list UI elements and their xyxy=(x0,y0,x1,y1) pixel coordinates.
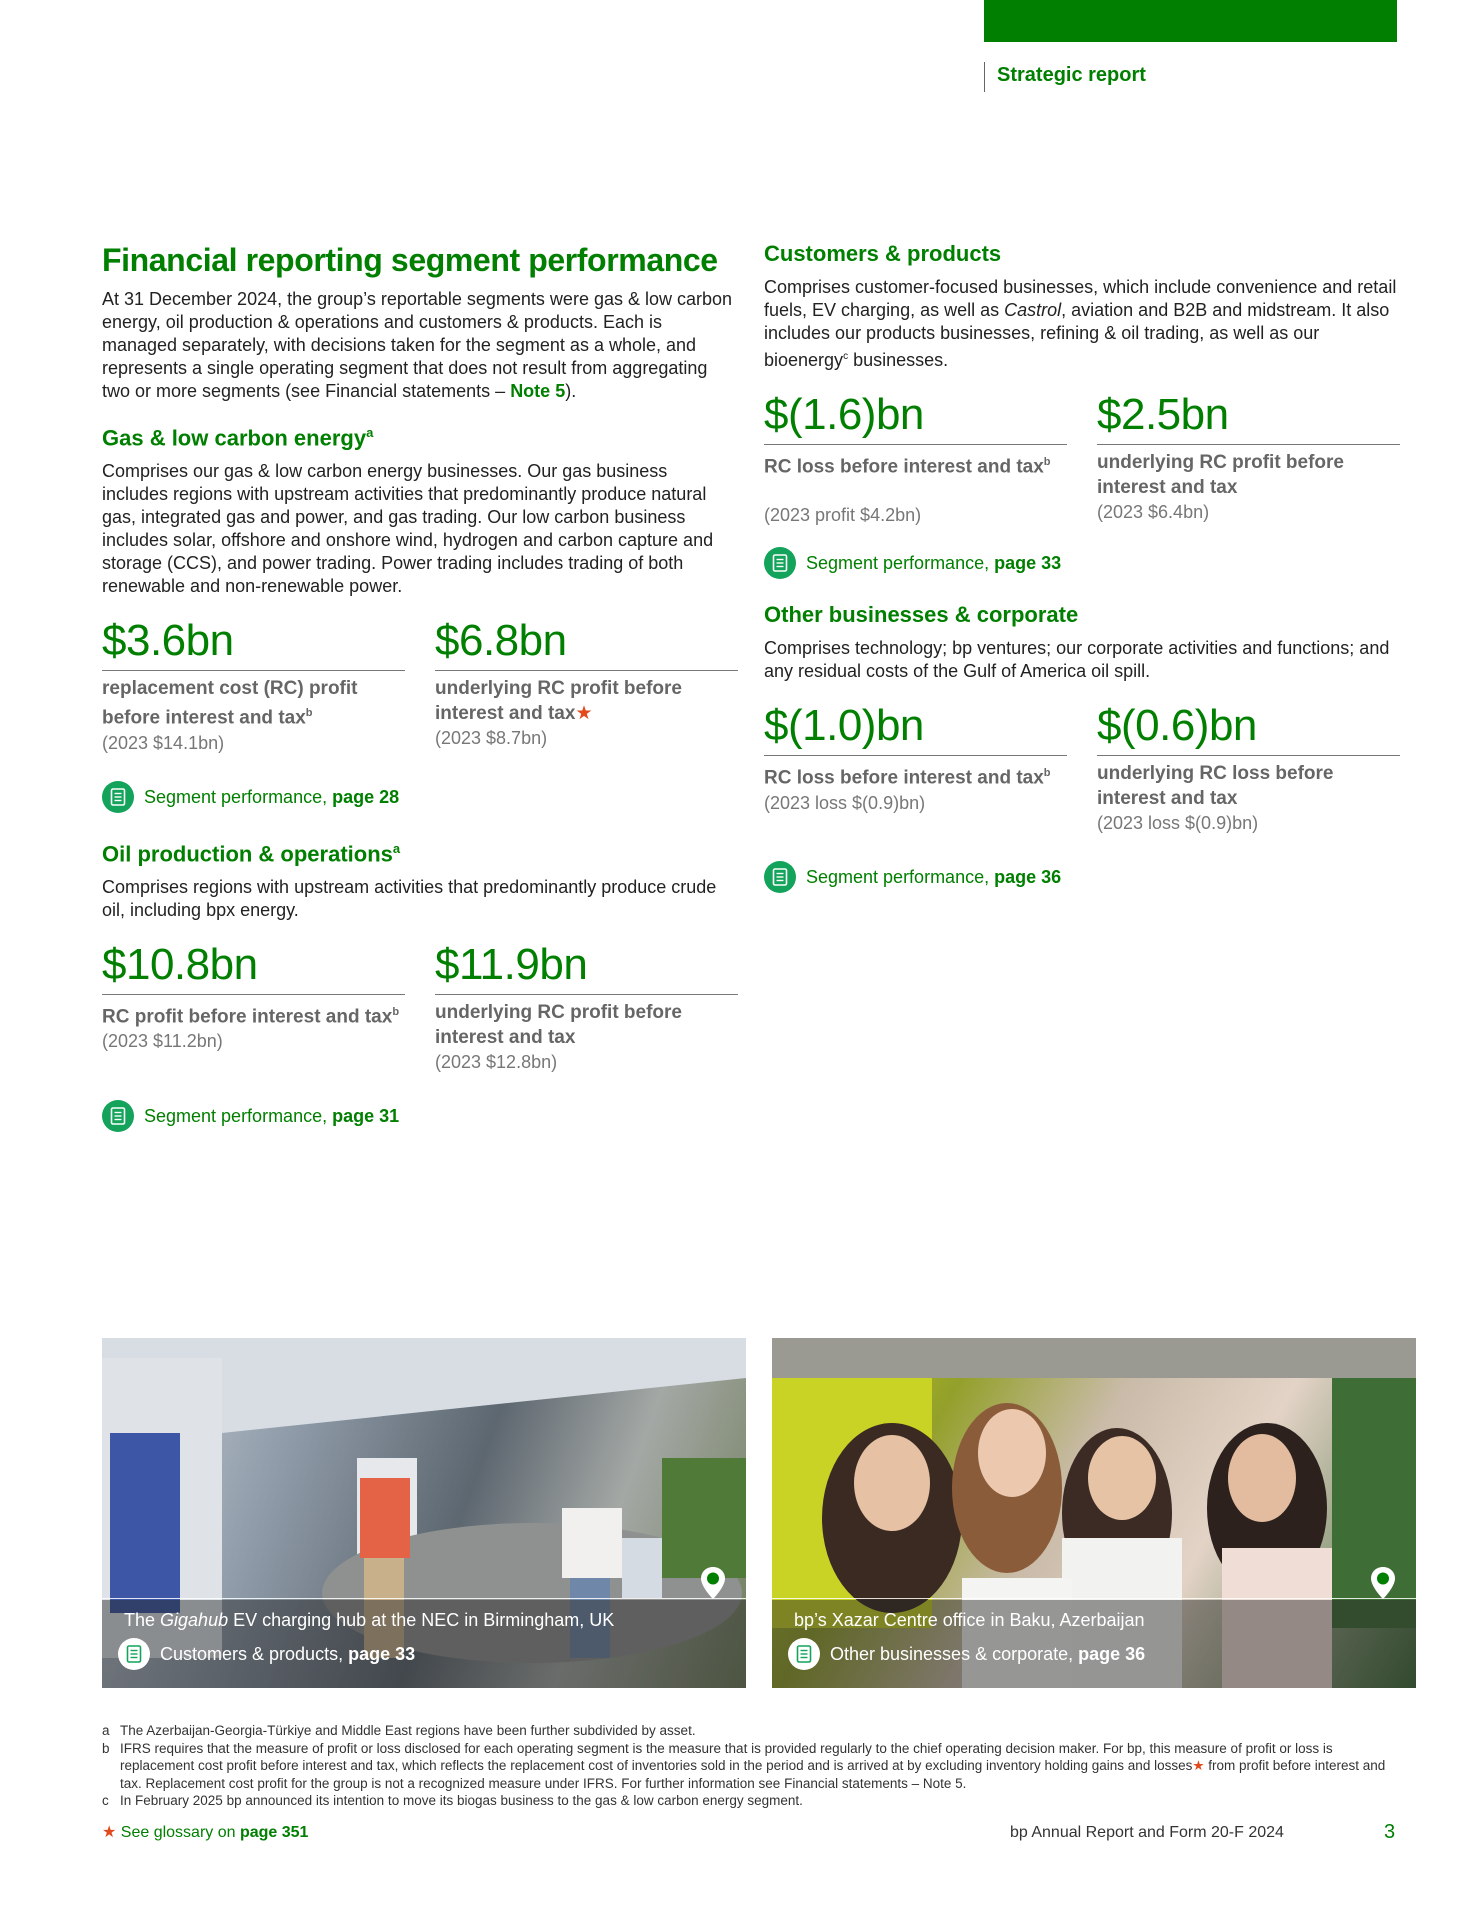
xref-text: Segment performance, xyxy=(144,1105,328,1126)
oil-heading-sup: a xyxy=(392,840,401,856)
gas-heading-sup: a xyxy=(366,425,374,440)
oil-stats xyxy=(102,938,738,1074)
gas-stats xyxy=(102,614,738,754)
page-number: 3 xyxy=(1384,1821,1396,1843)
xazar-centre-office-photo xyxy=(772,1338,1416,1688)
other-stat-rc-loss xyxy=(764,699,1067,835)
stat-label-sup: b xyxy=(305,707,313,720)
stat-label: underlying RC profit before interest and tax xyxy=(435,1001,682,1048)
oil-segment-performance-link[interactable] xyxy=(102,1100,738,1132)
footnote-a xyxy=(102,1722,1392,1740)
footnote-text-main: IFRS requires that the measure of profit or loss disclosed for each operating segment is the measure that is provided regularly to the chief operating decision maker. For bp, this measure of profit or loss is replacement cost profit before interest and tax, which reflects the replacement cost of inventories sold in the period and is arrived at by excluding inventory holding gains and losses xyxy=(120,1740,1333,1773)
xref-text: Segment performance, xyxy=(144,786,328,807)
stat-prior-year: (2023 loss $(0.9)bn) xyxy=(1097,813,1259,834)
stat-prior-year: (2023 loss $(0.9)bn) xyxy=(764,792,926,813)
stat-value: $(1.6)bn xyxy=(764,388,1067,445)
customers-segment-performance-link[interactable] xyxy=(764,547,1400,579)
glossary-star-icon: ★ xyxy=(102,1824,117,1841)
stat-label-text: replacement cost (RC) profit before interest and tax xyxy=(102,678,358,729)
oil-heading xyxy=(102,835,738,868)
oil-description: Comprises regions with upstream activities that predominantly produce crude oil, including bpx energy. xyxy=(102,876,717,920)
customers-stats xyxy=(764,388,1400,527)
stat-label-text: RC loss before interest and tax xyxy=(764,767,1044,789)
ev-charging-hub-photo xyxy=(102,1338,746,1688)
stat-value: $10.8bn xyxy=(102,938,405,995)
caption-divider xyxy=(102,1598,746,1599)
glossary-star-icon[interactable]: ★ xyxy=(575,703,593,725)
footnote-text xyxy=(120,1740,1392,1793)
stat-label-text: RC profit before interest and tax xyxy=(102,1006,393,1028)
stat-prior-year: (2023 $11.2bn) xyxy=(102,1031,223,1052)
intro-text: At 31 December 2024, the group’s reportable segments were gas & low carbon energy, oil production & operations and customers & products. Each is managed separately, with decisions taken for the segment as a whole, and represents a single operating segment that does not result from aggregating two or more segments (see Financial statements – xyxy=(102,289,733,401)
gas-description: Comprises our gas & low carbon energy businesses. Our gas business includes regions with upstream activities that predominantly produce natural gas, integrated gas and power, and gas trading. Our low carbon business includes solar, offshore and onshore wind, hydrogen and carbon capture and storage (CCS), and power trading. Power trading includes trading of both renewable and non-renewable power. xyxy=(102,461,714,597)
document-icon xyxy=(764,861,796,893)
note-5-link[interactable]: Note 5 xyxy=(510,381,566,401)
stat-value: $11.9bn xyxy=(435,938,738,995)
gas-stat-underlying-profit xyxy=(435,614,738,754)
xref-text: Segment performance, xyxy=(806,553,990,574)
gas-segment-performance-link[interactable] xyxy=(102,781,738,813)
other-stats xyxy=(764,699,1400,835)
document-icon xyxy=(102,1100,134,1132)
left-column xyxy=(102,240,738,1132)
xref-page[interactable]: page 33 xyxy=(348,1644,416,1664)
footnote-text-after: from profit before interest and tax. Replacement cost profit for the group is not a recognized measure under IFRS. For further information see Financial statements – Note 5. xyxy=(120,1758,1386,1791)
glossary-page[interactable]: page 351 xyxy=(239,1824,309,1841)
footnote-c xyxy=(102,1792,1392,1810)
stat-label: underlying RC profit before interest and tax xyxy=(1097,452,1344,498)
customers-text-1: Comprises customer-focused businesses, which include convenience and retail fuels, EV charging, as well as xyxy=(764,277,1397,320)
stat-label xyxy=(764,450,1067,479)
caption-divider xyxy=(772,1598,1416,1599)
stat-prior-year: (2023 $8.7bn) xyxy=(435,728,548,749)
customers-heading: Customers & products xyxy=(764,241,1002,266)
customers-text-sup: c xyxy=(843,351,849,362)
location-pin-icon xyxy=(1370,1566,1396,1600)
stat-prior-year: (2023 $12.8bn) xyxy=(435,1051,558,1072)
xref-text: Customers & products, xyxy=(160,1644,344,1664)
header-accent-bar xyxy=(984,0,1397,42)
stat-prior-year: (2023 $6.4bn) xyxy=(1097,502,1210,522)
customers-text-3: businesses. xyxy=(848,350,949,370)
stat-label-sup: b xyxy=(1043,456,1051,468)
footnotes xyxy=(102,1722,1392,1810)
gas-heading xyxy=(102,419,738,452)
other-description: Comprises technology; bp ventures; our corporate activities and functions; and any residual costs of the Gulf of America oil spill. xyxy=(764,638,1390,682)
document-icon xyxy=(788,1638,820,1670)
stat-label xyxy=(102,1000,405,1029)
stat-value: $(1.0)bn xyxy=(764,699,1067,756)
other-segment-performance-link[interactable] xyxy=(764,861,1400,893)
gas-heading-text: Gas & low carbon energy xyxy=(102,425,367,451)
caption-post: EV charging hub at the NEC in Birmingham, UK xyxy=(228,1610,615,1630)
caption-italic: Gigahub xyxy=(160,1610,229,1630)
oil-heading-text: Oil production & operations xyxy=(102,840,393,866)
stat-value: $6.8bn xyxy=(435,614,738,671)
castrol-brand: Castrol xyxy=(1004,300,1062,320)
glossary-link[interactable] xyxy=(102,1822,308,1844)
glossary-star-icon[interactable]: ★ xyxy=(1192,1758,1205,1773)
stat-label-text: underlying RC profit before interest and tax xyxy=(435,678,682,725)
xref-text: Other businesses & corporate, xyxy=(830,1644,1074,1664)
customers-description xyxy=(764,276,1400,372)
photo-caption: bp’s Xazar Centre office in Baku, Azerbaijan xyxy=(794,1610,1145,1630)
xref-text: Segment performance, xyxy=(806,867,990,888)
xref-page[interactable]: page 33 xyxy=(994,553,1062,574)
stat-value: $2.5bn xyxy=(1097,388,1400,445)
caption-pre: The xyxy=(124,1610,161,1630)
stat-label-sup: b xyxy=(1043,767,1051,780)
oil-stat-underlying-profit xyxy=(435,938,738,1074)
stat-prior-year: (2023 $14.1bn) xyxy=(102,732,225,753)
page-title: Financial reporting segment performance xyxy=(102,242,718,278)
document-icon xyxy=(764,547,796,579)
other-heading: Other businesses & corporate xyxy=(764,602,1079,628)
xref-page[interactable]: page 31 xyxy=(332,1105,400,1126)
stat-label xyxy=(764,761,1067,790)
photo-caption xyxy=(124,1608,614,1632)
footnote-letter: a xyxy=(102,1723,110,1738)
footnote-letter: c xyxy=(102,1793,109,1808)
footnote-text: The Azerbaijan-Georgia-Türkiye and Middle East regions have been further subdivided by asset. xyxy=(120,1723,696,1738)
intro-end: ). xyxy=(565,381,577,401)
xref-page[interactable]: page 36 xyxy=(994,867,1062,888)
xref-page[interactable]: page 36 xyxy=(1078,1644,1146,1664)
location-pin-icon xyxy=(700,1566,726,1600)
stat-label-sup: b xyxy=(392,1005,400,1018)
stat-label-text: RC loss before interest and tax xyxy=(764,456,1044,478)
document-icon xyxy=(102,781,134,813)
oil-stat-rc-profit xyxy=(102,938,405,1074)
other-stat-underlying-loss xyxy=(1097,699,1400,835)
stat-value: $3.6bn xyxy=(102,614,405,671)
footnote-text: In February 2025 bp announced its intention to move its biogas business to the gas & low carbon energy segment. xyxy=(120,1793,803,1808)
customers-text-2: , aviation and B2B and midstream. It also includes our products businesses, refining & oil trading, as well as our bioenergy xyxy=(764,300,1390,370)
intro-paragraph xyxy=(102,288,738,403)
customers-stat-underlying-profit xyxy=(1097,388,1400,527)
xref-page[interactable]: page 28 xyxy=(332,786,400,807)
customers-products-link[interactable] xyxy=(118,1638,415,1670)
customers-stat-rc-loss xyxy=(764,388,1067,527)
glossary-text: See glossary on xyxy=(116,1824,240,1841)
footnote-b xyxy=(102,1740,1392,1793)
stat-label xyxy=(435,676,738,726)
stat-label: underlying RC loss before interest and tax xyxy=(1097,763,1334,810)
stat-value: $(0.6)bn xyxy=(1097,699,1400,756)
section-label[interactable]: Strategic report xyxy=(984,62,1146,92)
document-icon xyxy=(118,1638,150,1670)
report-name: bp Annual Report and Form 20-F 2024 xyxy=(1010,1824,1284,1841)
stat-label xyxy=(102,676,405,730)
other-businesses-link[interactable] xyxy=(788,1638,1145,1670)
footnote-letter: b xyxy=(102,1740,110,1756)
stat-prior-year: (2023 profit $4.2bn) xyxy=(764,505,922,526)
gas-stat-rc-profit xyxy=(102,614,405,754)
right-column xyxy=(764,240,1400,893)
